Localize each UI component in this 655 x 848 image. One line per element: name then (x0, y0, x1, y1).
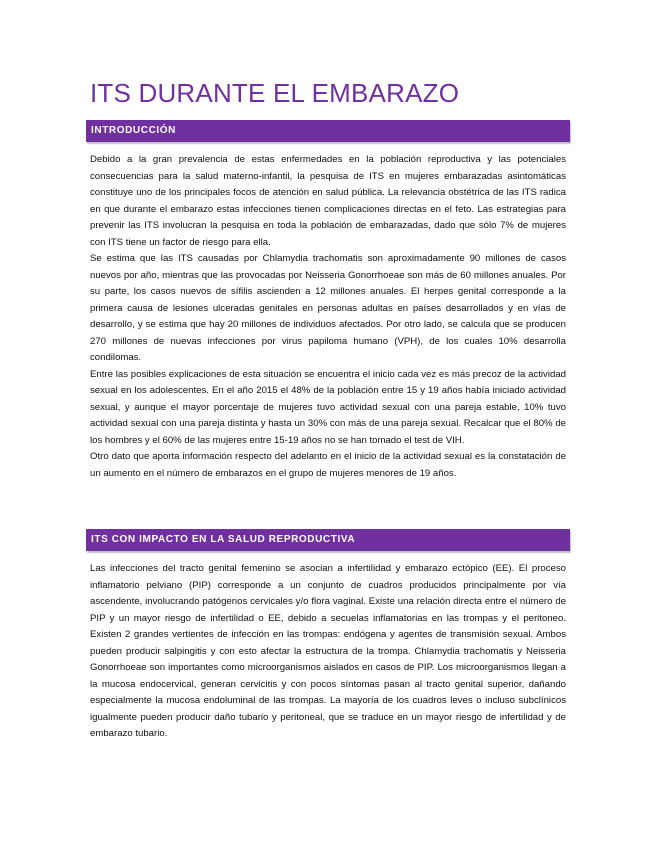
section-body-salud-reproductiva (90, 561, 566, 743)
paragraph: Debido a la gran prevalencia de estas enfermedades en la población reproductiva y las potenciales consecuencias para la salud materno-infantil, la pesquisa de ITS en mujeres embarazadas asintomáticas constituye uno de los principales focos de atención en salud pública. La relevancia obstétrica de las ITS radica en que durante el embarazo estas infecciones tienen complicaciones directas en el feto. Las estrategias para prevenir las ITS involucran la pesquisa en toda la población de embarazadas, dado que sólo 7% de mujeres con ITS tiene un factor de riesgo para ella. (90, 154, 566, 248)
paragraph: Las infecciones del tracto genital femenino se asocian a infertilidad y embarazo ectópico (EE). El proceso inflamatorio pelviano (PIP) corresponde a un conjunto de cuadros producidos principalmente por vía ascendente, involucrando patógenos cervicales y/o flora vaginal. Existe una relación directa entre el número de PIP y un mayor riesgo de infertilidad o EE, debido a secuelas inflamatorias en las trompas y el peritoneo. Existen 2 grandes vertientes de infección en las trompas: endógena y agentes de transmisión sexual. Ambos pueden producir salpingitis y con esto afectar la estructura de la trompa. Chlamydia trachomatis y Neisseria Gonorrhoeae son importantes como microorganismos aislados en casos de PIP. Los microorganismos llegan a la mucosa endocervical, generan cervicitis y con pocos síntomas pasan al tracto genital superior, dañando especialmente la mucosa endoluminal de las trompas. La mayoría de los cuadros leves o incluso subclínicos igualmente pueden producir daño tubario y peritoneal, que se traduce en un mayor riesgo de infertilidad y de embarazo tubario. (90, 563, 566, 739)
paragraph: Entre las posibles explicaciones de esta situación se encuentra el inicio cada vez es más precoz de la actividad sexual en los adolescentes. En el año 2015 el 48% de la población entre 15 y 19 años había iniciado actividad sexual, y aunque el mayor porcentaje de mujeres tuvo actividad sexual con una pareja estable, 10% tuvo actividad sexual con una pareja distinta y hasta un 30% con más de una pareja sexual. Recalcar que el 80% de los hombres y el 60% de las mujeres entre 15-19 años no se han tomado el test de VIH. (90, 368, 566, 446)
document-title: ITS DURANTE EL EMBARAZO (90, 78, 460, 108)
section-heading-introduccion: INTRODUCCIÓN (86, 120, 570, 142)
section-body-introduccion (90, 152, 566, 482)
section-heading-salud-reproductiva: ITS CON IMPACTO EN LA SALUD REPRODUCTIVA (86, 529, 570, 551)
paragraph: Otro dato que aporta información respecto del adelanto en el inicio de la actividad sexual es la constatación de un aumento en el número de embarazos en el grupo de mujeres menores de 19 años. (90, 451, 566, 479)
paragraph: Se estima que las ITS causadas por Chlamydia trachomatis son aproximadamente 90 millones de casos nuevos por año, mientras que las provocadas por Neisseria Gonorrhoeae son más de 60 millones anuales. Por su parte, los casos nuevos de sífilis ascienden a 12 millones anuales. El herpes genital corresponde a la primera causa de lesiones ulceradas genitales en personas adultas en países desarrollados y en vías de desarrollo, y se estima que hay 20 millones de individuos afectados. Por otro lado, se calcula que se producen 270 millones de nuevas infecciones por virus papiloma humano (VPH), de los cuales 10% desarrolla condilomas. (90, 253, 566, 363)
